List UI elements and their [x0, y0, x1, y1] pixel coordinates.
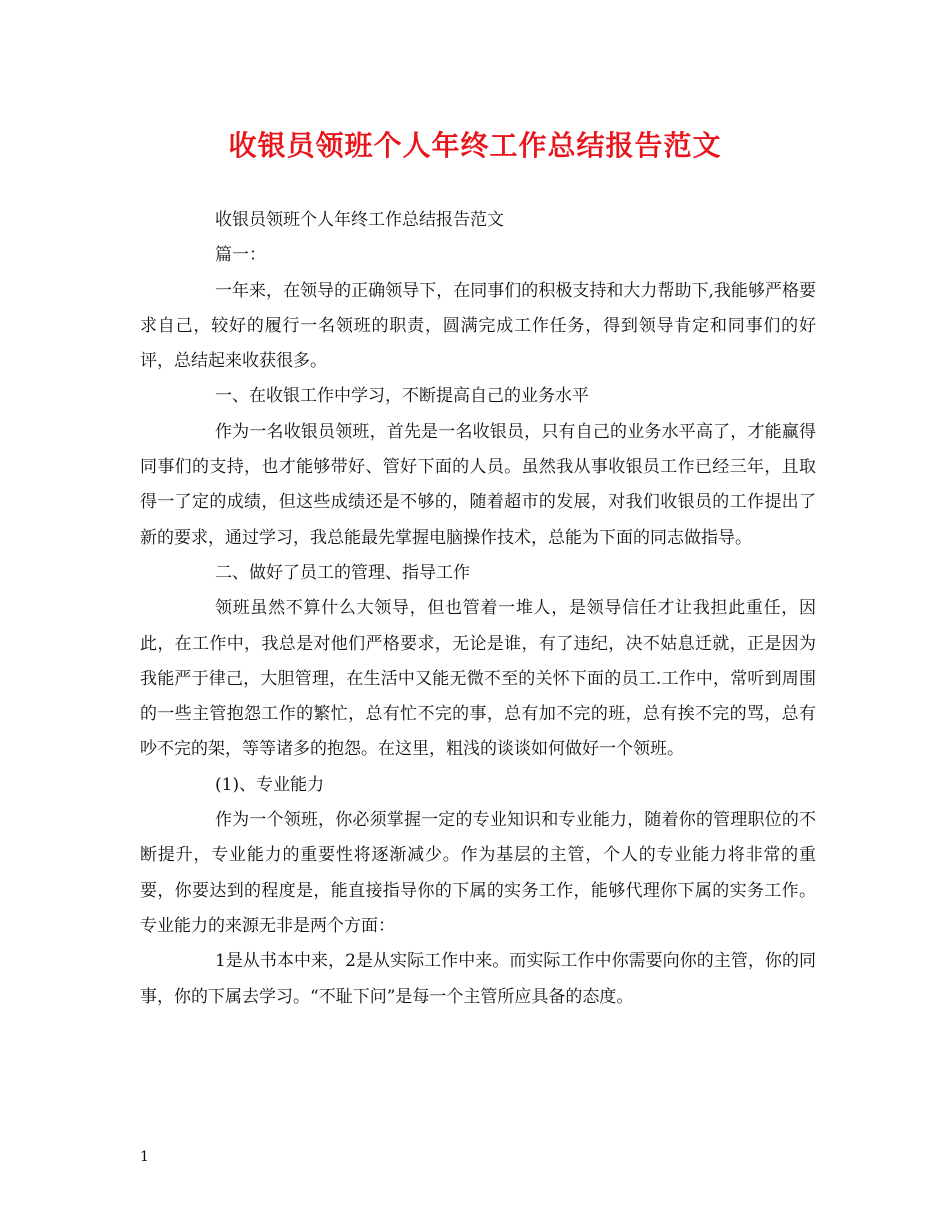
paragraph-subtitle: 收银员领班个人年终工作总结报告范文 [215, 210, 504, 230]
section-heading-2: 二、做好了员工的管理、指导工作 [215, 562, 470, 583]
paragraph-section-1: 作为一名收银员领班，首先是一名收银员，只有自己的业务水平高了，才能赢得同事们的支持，也才能够带好、管好下面的人员。虽然我从事收银员工作已经三年，且取得一了定的成绩，但这些成绩还是不够的，随着超市的发展，对我们收银员的工作提出了新的要求，通过学习，我总能最先掌握电脑操作技术，总能为下面的同志做指导。 [140, 421, 816, 548]
document-title: 收银员领班个人年终工作总结报告范文 [228, 129, 722, 162]
subsection-heading-1: (1)、专业能力 [215, 774, 325, 795]
paragraph-intro: 一年来，在领导的正确领导下，在同事们的积极支持和大力帮助下,我能够严格要求自己，较好的履行一名领班的职责，圆满完成工作任务，得到领导肯定和同事们的好评，总结起来收获很多。 [140, 280, 816, 372]
paragraph-section-2: 领班虽然不算什么大领导，但也管着一堆人，是领导信任才让我担此重任，因此，在工作中，我总是对他们严格要求，无论是谁，有了违纪，决不姑息迁就，正是因为我能严于律己，大胆管理，在生活中又能无微不至的关怀下面的员工.工作中，常听到周围的一些主管抱怨工作的繁忙，总有忙不完的事，总有加不完的班，总有挨不完的骂，总有吵不完的架，等等诸多的抱怨。在这里，粗浅的谈谈如何做好一个领班。 [140, 598, 816, 760]
paragraph-sources: 1是从书本中来，2是从实际工作中来。而实际工作中你需要向你的主管，你的同事，你的下属去学习。“不耻下问”是每一个主管所应具备的态度。 [140, 951, 816, 1007]
page-number: 1 [140, 1149, 149, 1165]
section-heading-1: 一、在收银工作中学习，不断提高自己的业务水平 [215, 386, 589, 407]
document-body [140, 203, 816, 1015]
paragraph-part-one-label: 篇一： [215, 245, 266, 266]
paragraph-subsection-1: 作为一个领班，你必须掌握一定的专业知识和专业能力，随着你的管理职位的不断提升，专业能力的重要性将逐渐减少。作为基层的主管，个人的专业能力将非常的重要，你要达到的程度是，能直接指导你的下属的实务工作，能够代理你下属的实务工作。专业能力的来源无非是两个方面： [140, 810, 816, 936]
